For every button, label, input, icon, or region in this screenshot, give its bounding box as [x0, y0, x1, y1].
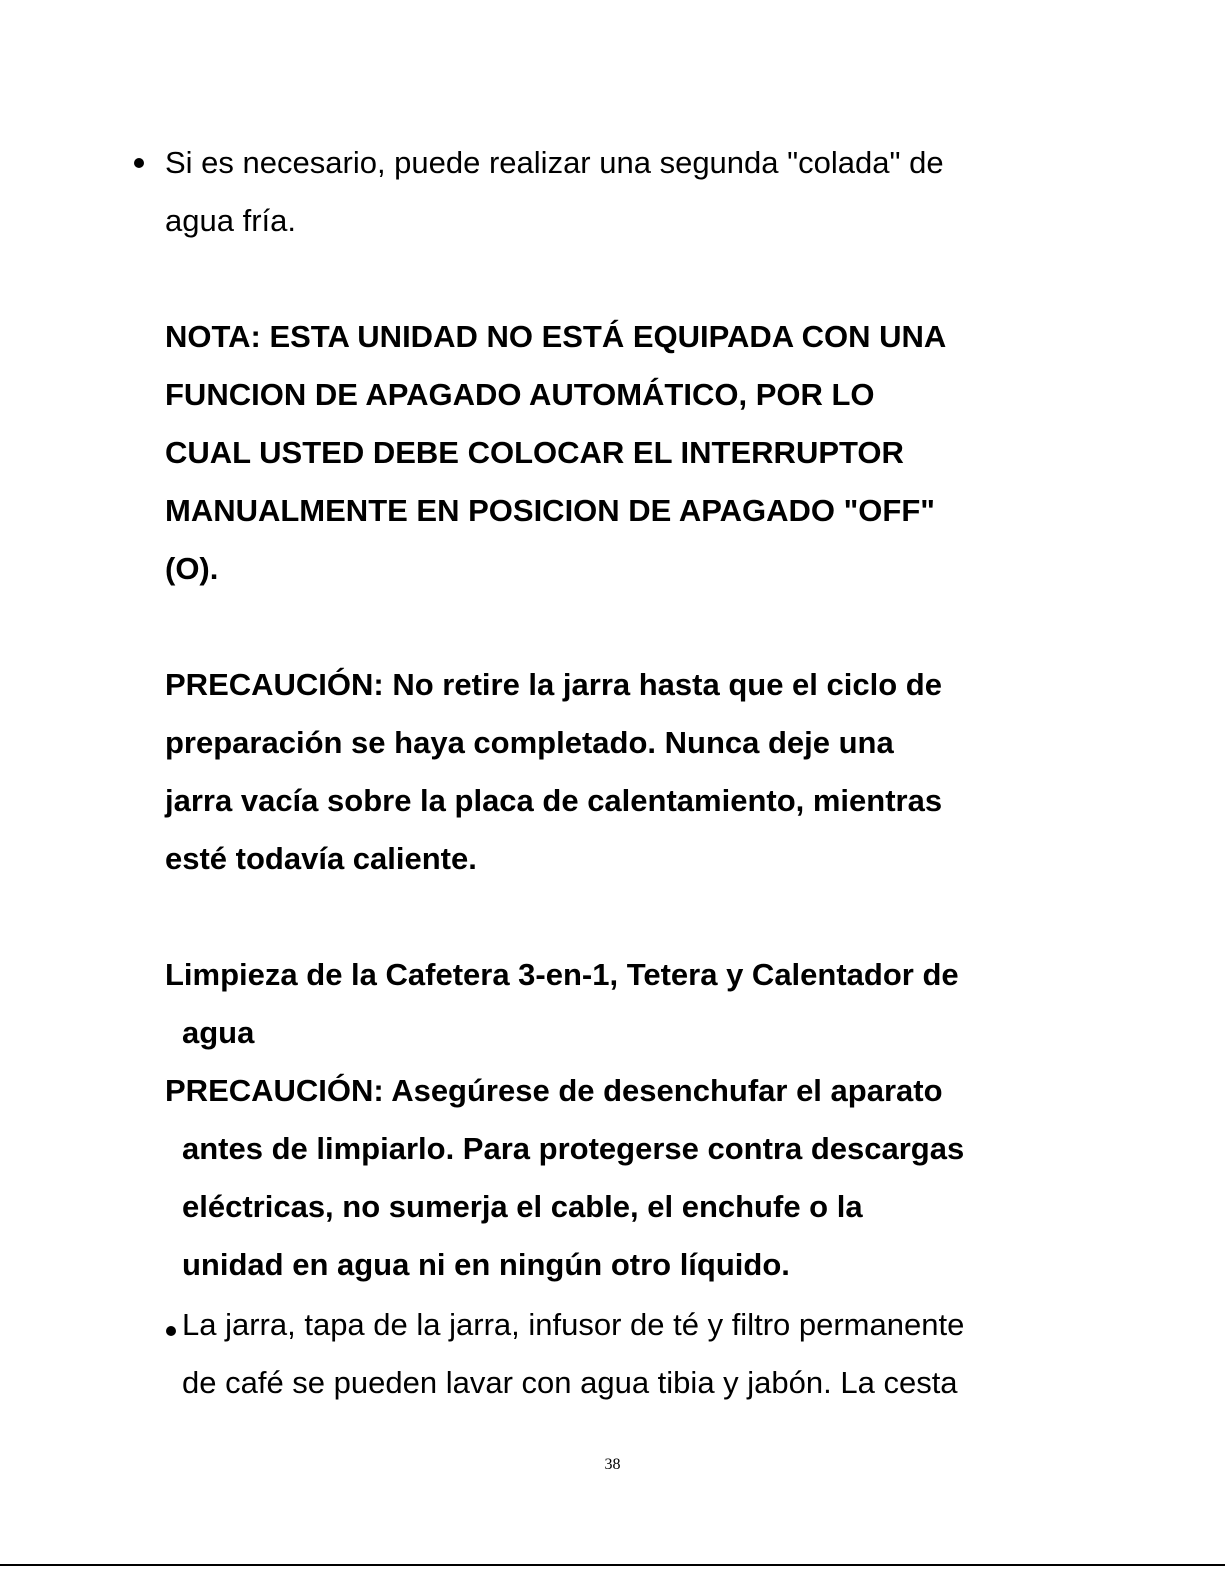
caution-line: esté todavía caliente. — [165, 841, 477, 876]
note-line: MANUALMENTE EN POSICION DE APAGADO "OFF" — [165, 493, 935, 528]
caution-line: PRECAUCIÓN: No retire la jarra hasta que el ciclo de — [165, 667, 942, 702]
caution-line: unidad en agua ni en ningún otro líquido. — [182, 1247, 790, 1282]
caution-line: PRECAUCIÓN: Asegúrese de desenchufar el aparato — [165, 1073, 943, 1108]
caution-line: eléctricas, no sumerja el cable, el enchufe o la — [182, 1189, 863, 1224]
note-line: NOTA: ESTA UNIDAD NO ESTÁ EQUIPADA CON UNA — [165, 319, 947, 354]
bottom-divider — [0, 1564, 1225, 1566]
page-number: 38 — [604, 1456, 621, 1473]
bullet-icon — [166, 1326, 176, 1336]
caution-line: jarra vacía sobre la placa de calentamiento, mientras — [165, 783, 943, 818]
note-line: (O). — [165, 551, 219, 586]
section-heading-line: agua — [182, 1015, 255, 1050]
section-heading-line: Limpieza de la Cafetera 3-en-1, Tetera y Calentador de — [165, 957, 959, 992]
bullet-icon — [134, 158, 144, 168]
note-line: FUNCION DE APAGADO AUTOMÁTICO, POR LO — [165, 377, 875, 412]
bullet-text-line: de café se pueden lavar con agua tibia y jabón. La cesta — [182, 1365, 958, 1400]
caution-line: antes de limpiarlo. Para protegerse contra descargas — [182, 1131, 965, 1166]
bullet-text-line: Si es necesario, puede realizar una segunda "colada" de — [165, 145, 944, 180]
bullet-text-line: agua fría. — [165, 203, 296, 238]
bullet-text-line: La jarra, tapa de la jarra, infusor de té y filtro permanente — [182, 1307, 965, 1342]
caution-line: preparación se haya completado. Nunca deje una — [165, 725, 894, 760]
note-line: CUAL USTED DEBE COLOCAR EL INTERRUPTOR — [165, 435, 904, 470]
